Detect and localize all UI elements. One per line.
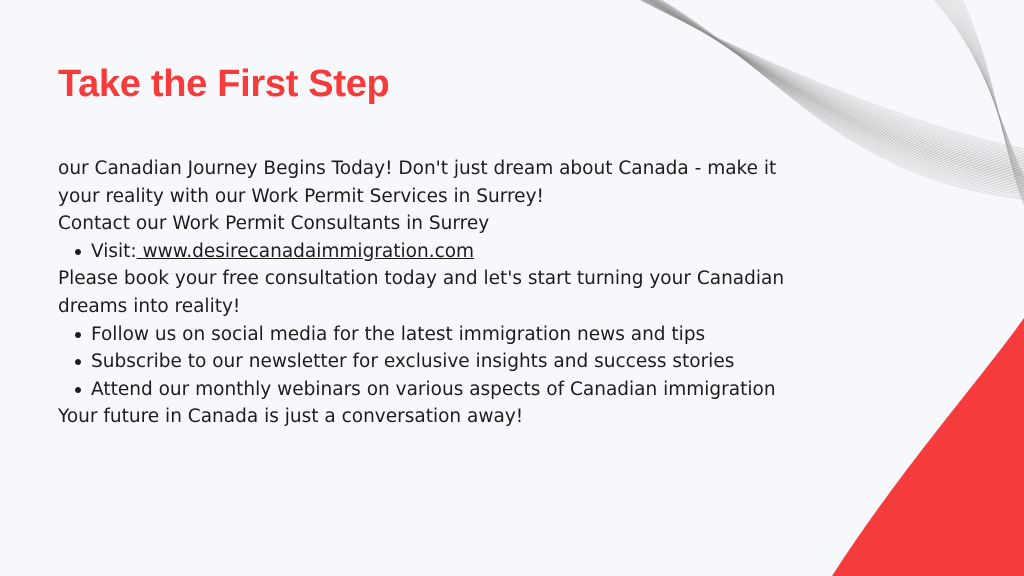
wave-line bbox=[960, 0, 1024, 220]
contact-line: Contact our Work Permit Consultants in Surrey bbox=[58, 213, 490, 235]
wave-line bbox=[643, 0, 1024, 171]
tips-list-item: Subscribe to our newsletter for exclusive insights and success stories bbox=[91, 348, 798, 376]
wave-line bbox=[632, 0, 1024, 153]
closing-line: Your future in Canada is just a conversation away! bbox=[58, 406, 524, 428]
wave-line bbox=[635, 0, 1024, 159]
wave-line bbox=[640, 0, 1024, 167]
wave-line bbox=[941, 0, 1024, 201]
wave-line bbox=[951, 0, 1024, 211]
wave-line bbox=[638, 0, 1024, 164]
wave-line bbox=[631, 0, 1024, 152]
tips-list-item: Attend our monthly webinars on various aspects of Canadian immigration bbox=[91, 376, 798, 404]
slide-body bbox=[58, 155, 798, 431]
wave-line bbox=[645, 0, 1024, 176]
wave-line bbox=[937, 0, 1024, 197]
wave-line bbox=[635, 0, 1024, 158]
wave-line bbox=[932, 0, 1024, 192]
wave-line bbox=[944, 0, 1024, 204]
intro-paragraph: our Canadian Journey Begins Today! Don't just dream about Canada - make it your reality with our Work Permit Services in Surrey! bbox=[58, 158, 777, 207]
wave-line bbox=[637, 0, 1024, 162]
visit-list bbox=[58, 238, 798, 266]
wave-line bbox=[934, 0, 1024, 194]
wave-line bbox=[634, 0, 1024, 156]
wave-line bbox=[935, 0, 1024, 195]
wave-line bbox=[639, 0, 1024, 165]
wave-line bbox=[633, 0, 1024, 155]
wave-line bbox=[630, 0, 1024, 150]
wave-line bbox=[949, 0, 1024, 209]
tips-list-item: Follow us on social media for the latest immigration news and tips bbox=[91, 321, 798, 349]
tips-list bbox=[58, 321, 798, 404]
wave-line bbox=[648, 0, 1024, 180]
wave-line bbox=[642, 0, 1024, 170]
red-corner-shape bbox=[832, 318, 1024, 576]
wave-line bbox=[942, 0, 1024, 202]
wave-line bbox=[955, 0, 1024, 215]
wave-line bbox=[958, 0, 1024, 218]
wave-line bbox=[646, 0, 1024, 177]
wave-line bbox=[645, 0, 1024, 174]
wave-line bbox=[953, 0, 1024, 213]
wave-line bbox=[636, 0, 1024, 161]
visit-list-item bbox=[91, 238, 798, 266]
visit-label: Visit: bbox=[91, 240, 137, 262]
wave-line bbox=[956, 0, 1024, 216]
wave-line bbox=[946, 0, 1024, 206]
wave-line bbox=[939, 0, 1024, 199]
wave-line bbox=[930, 0, 1024, 190]
wave-line bbox=[644, 0, 1024, 173]
wave-line bbox=[641, 0, 1024, 168]
slide-title: Take the First Step bbox=[58, 63, 390, 105]
wave-line bbox=[948, 0, 1024, 208]
consultation-paragraph: Please book your free consultation today and let's start turning your Canadian dreams into reality! bbox=[58, 268, 785, 317]
wave-line bbox=[647, 0, 1024, 179]
website-link[interactable]: www.desirecanadaimmigration.com bbox=[136, 240, 475, 262]
